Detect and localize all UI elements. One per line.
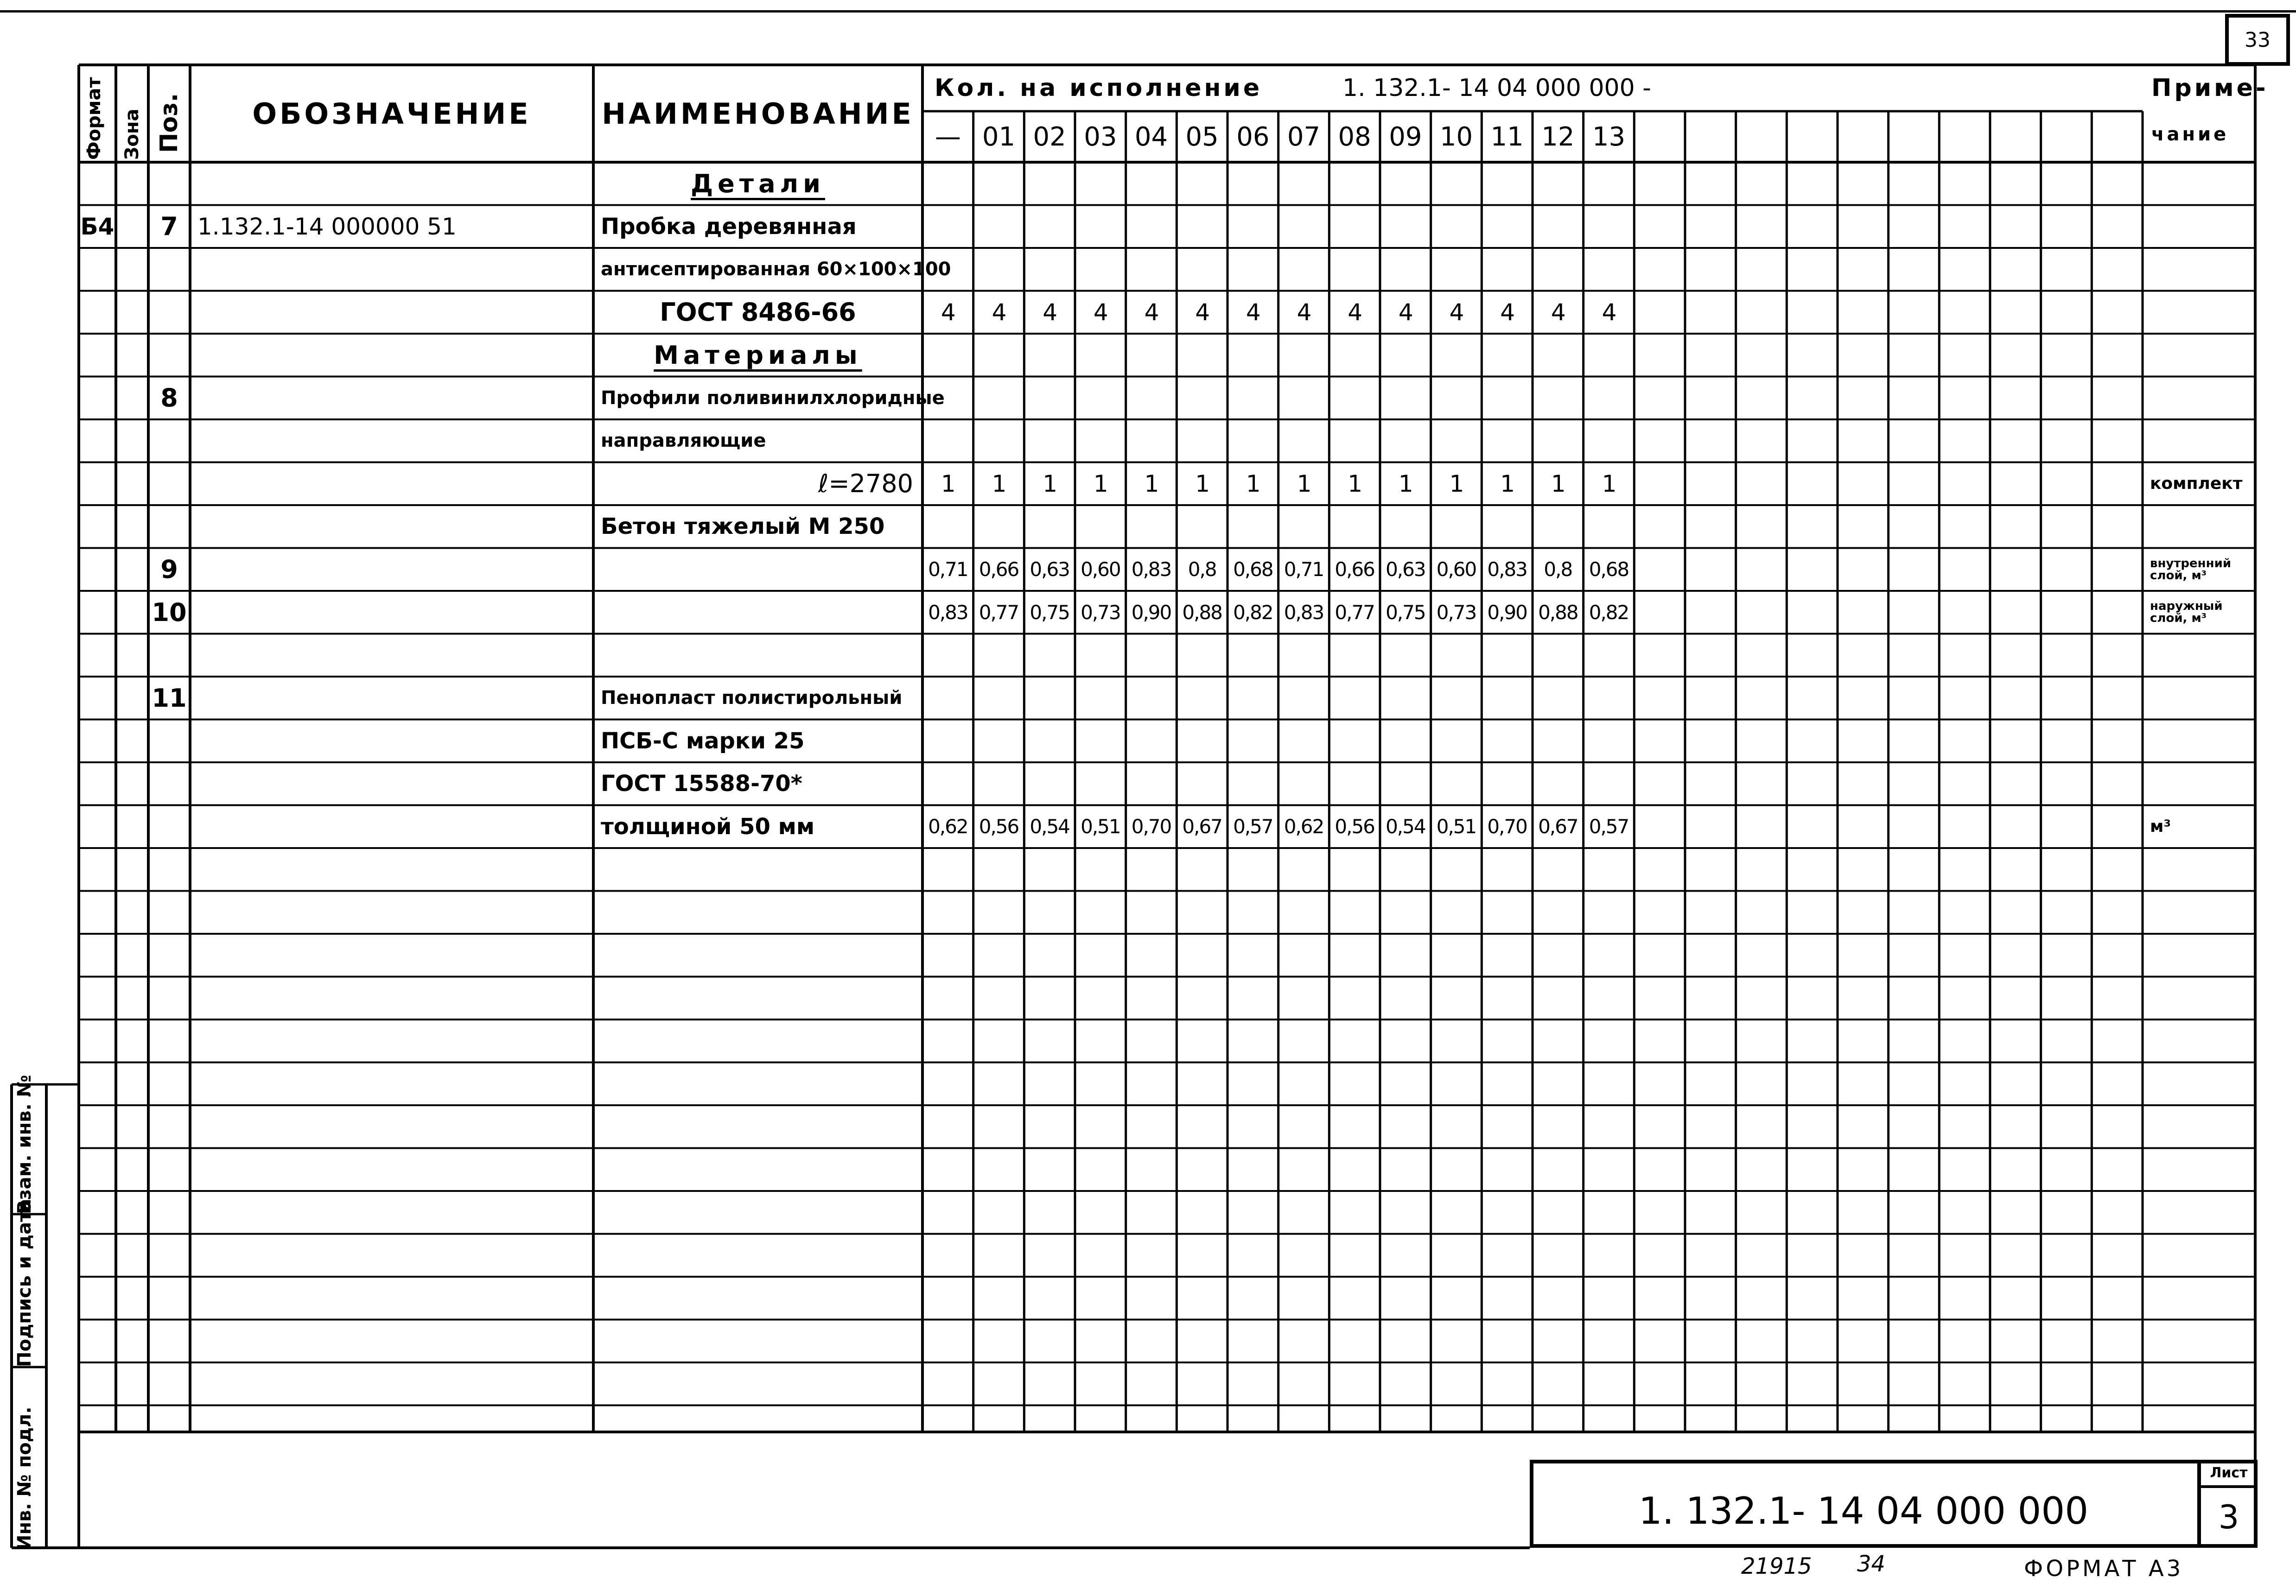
row-qty-value: 0,63 xyxy=(1386,558,1425,581)
row-note: внутренний слой, м³ xyxy=(2150,556,2232,583)
row-qty-value: 0,73 xyxy=(1436,601,1476,624)
row-qty-value: 4 xyxy=(1144,298,1158,326)
row-format: Б4 xyxy=(80,213,114,240)
row-name: Профили поливинилхлоридные xyxy=(601,387,945,409)
document-code: 1. 132.1- 14 04 000 000 xyxy=(1638,1489,2089,1533)
header-qty-code: 1. 132.1- 14 04 000 000 - xyxy=(1342,74,1652,102)
footer-code: 21915 xyxy=(1741,1553,1812,1579)
row-note: комплект xyxy=(2150,474,2243,493)
row-name: ГОСТ 8486-66 xyxy=(660,298,856,327)
row-name: Пробка деревянная xyxy=(601,213,857,240)
row-qty-value: 0,83 xyxy=(1284,601,1324,624)
variant-header: 12 xyxy=(1541,121,1575,152)
sheet-number: 3 xyxy=(2218,1498,2239,1536)
stamp-inv-no: Инв. № подл. xyxy=(14,1406,35,1550)
row-qty-value: 0,67 xyxy=(1182,815,1222,838)
row-qty-value: 4 xyxy=(1398,298,1412,326)
variant-header: 10 xyxy=(1439,121,1473,152)
variant-header: 07 xyxy=(1287,121,1321,152)
row-pos: 8 xyxy=(160,383,178,413)
row-qty-value: 0,60 xyxy=(1436,558,1476,581)
variant-header: 06 xyxy=(1236,121,1270,152)
row-qty-value: 0,88 xyxy=(1538,601,1578,624)
row-name: Пенопласт полистирольный xyxy=(601,687,903,709)
page-number: 33 xyxy=(2245,28,2271,52)
header-format: Формат xyxy=(83,77,105,160)
row-name: Детали xyxy=(691,169,825,198)
header-zone: Зона xyxy=(121,108,143,160)
row-qty-value: 1 xyxy=(1500,470,1514,497)
row-qty-value: 0,66 xyxy=(979,558,1019,581)
row-qty-value: 1 xyxy=(1602,470,1616,497)
row-qty-value: 0,82 xyxy=(1233,601,1273,624)
row-note: наружный слой, м³ xyxy=(2150,599,2223,626)
variant-header: 13 xyxy=(1592,121,1626,152)
row-qty-value: 0,77 xyxy=(979,601,1019,624)
row-qty-value: 4 xyxy=(941,298,955,326)
header-note-line1: Приме- xyxy=(2151,74,2269,102)
row-qty-value: 4 xyxy=(1449,298,1463,326)
row-qty-value: 1 xyxy=(1144,470,1158,497)
row-qty-value: 0,77 xyxy=(1335,601,1374,624)
title-block-divider xyxy=(2197,1460,2201,1548)
row-qty-value: 0,57 xyxy=(1589,815,1629,838)
row-qty-value: 0,62 xyxy=(1284,815,1324,838)
variant-header: 02 xyxy=(1033,121,1066,152)
row-qty-value: 0,51 xyxy=(1081,815,1120,838)
row-qty-value: 1 xyxy=(1246,470,1260,497)
row-qty-value: 0,8 xyxy=(1188,558,1216,581)
row-qty-value: 1 xyxy=(1348,470,1362,497)
row-qty-value: 0,8 xyxy=(1544,558,1572,581)
row-qty-value: 4 xyxy=(1246,298,1260,326)
header-note-line2: чание xyxy=(2151,124,2229,145)
row-qty-value: 0,56 xyxy=(979,815,1019,838)
row-name: антисептированная 60×100×100 xyxy=(601,259,951,280)
row-qty-value: 4 xyxy=(1500,298,1514,326)
row-qty-value: 0,71 xyxy=(928,558,968,581)
row-pos: 9 xyxy=(160,555,178,584)
row-qty-value: 0,67 xyxy=(1538,815,1578,838)
row-qty-value: 0,73 xyxy=(1081,601,1120,624)
row-name: ПСБ-С марки 25 xyxy=(601,728,805,754)
row-qty-value: 0,70 xyxy=(1131,815,1171,838)
row-qty-value: 1 xyxy=(1043,470,1057,497)
header-pos: Поз. xyxy=(155,93,183,153)
row-qty-value: 1 xyxy=(992,470,1006,497)
row-qty-value: 1 xyxy=(1551,470,1565,497)
row-qty-value: 1 xyxy=(1297,470,1311,497)
row-qty-value: 0,82 xyxy=(1589,601,1629,624)
row-name: толщиной 50 мм xyxy=(601,813,815,840)
row-qty-value: 4 xyxy=(1297,298,1311,326)
row-qty-value: 4 xyxy=(1551,298,1565,326)
row-qty-value: 4 xyxy=(1348,298,1362,326)
row-qty-value: 0,51 xyxy=(1436,815,1476,838)
row-pos: 11 xyxy=(152,683,187,713)
row-qty-value: 0,66 xyxy=(1335,558,1374,581)
variant-header: 04 xyxy=(1134,121,1168,152)
row-qty-value: 4 xyxy=(1093,298,1107,326)
stamp-signature-date: Подпись и дата xyxy=(14,1198,35,1367)
row-name: направляющие xyxy=(601,430,766,452)
variant-header: 08 xyxy=(1338,121,1371,152)
header-name: НАИМЕНОВАНИЕ xyxy=(602,96,914,131)
variant-header: 05 xyxy=(1185,121,1219,152)
format-label: ФОРМАТ А3 xyxy=(2024,1556,2184,1582)
row-qty-value: 4 xyxy=(1195,298,1209,326)
variant-header: 11 xyxy=(1490,121,1524,152)
row-pos: 7 xyxy=(160,212,178,241)
row-qty-value: 1 xyxy=(941,470,955,497)
row-qty-value: 1 xyxy=(1195,470,1209,497)
row-pos: 10 xyxy=(152,597,187,627)
row-qty-value: 0,60 xyxy=(1081,558,1120,581)
header-qty-title: Кол. на исполнение xyxy=(935,74,1263,102)
stamp-replace-inv: Взам. инв. № xyxy=(14,1075,35,1214)
row-name: Материалы xyxy=(654,340,862,370)
row-qty-value: 0,83 xyxy=(928,601,968,624)
row-qty-value: 0,75 xyxy=(1386,601,1425,624)
footer-page: 34 xyxy=(1857,1551,1886,1577)
variant-header: 03 xyxy=(1084,121,1117,152)
row-qty-value: 0,90 xyxy=(1487,601,1527,624)
variant-header: 09 xyxy=(1389,121,1422,152)
row-qty-value: 1 xyxy=(1449,470,1463,497)
row-qty-value: 0,88 xyxy=(1182,601,1222,624)
row-qty-value: 4 xyxy=(1602,298,1616,326)
sheet-label: Лист xyxy=(2210,1465,2248,1481)
row-name: ℓ=2780 xyxy=(818,469,913,499)
header-designation: ОБОЗНАЧЕНИЕ xyxy=(252,96,531,131)
variant-header: — xyxy=(935,121,961,152)
row-qty-value: 1 xyxy=(1093,470,1107,497)
row-qty-value: 0,70 xyxy=(1487,815,1527,838)
row-qty-value: 0,90 xyxy=(1131,601,1171,624)
row-qty-value: 0,54 xyxy=(1386,815,1425,838)
row-qty-value: 0,62 xyxy=(928,815,968,838)
row-qty-value: 0,56 xyxy=(1335,815,1374,838)
row-qty-value: 0,68 xyxy=(1233,558,1273,581)
row-name: ГОСТ 15588-70* xyxy=(601,771,802,797)
row-name: Бетон тяжелый М 250 xyxy=(601,513,885,540)
row-note: м³ xyxy=(2150,817,2171,836)
variant-header: 01 xyxy=(982,121,1016,152)
row-qty-value: 0,71 xyxy=(1284,558,1324,581)
row-qty-value: 0,68 xyxy=(1589,558,1629,581)
row-qty-value: 0,54 xyxy=(1030,815,1069,838)
row-qty-value: 0,63 xyxy=(1030,558,1069,581)
row-designation: 1.132.1-14 000000 51 xyxy=(197,213,457,240)
row-qty-value: 4 xyxy=(992,298,1006,326)
row-qty-value: 0,83 xyxy=(1487,558,1527,581)
row-qty-value: 0,57 xyxy=(1233,815,1273,838)
row-qty-value: 4 xyxy=(1043,298,1057,326)
row-qty-value: 0,83 xyxy=(1131,558,1171,581)
row-qty-value: 0,75 xyxy=(1030,601,1069,624)
row-qty-value: 1 xyxy=(1398,470,1412,497)
